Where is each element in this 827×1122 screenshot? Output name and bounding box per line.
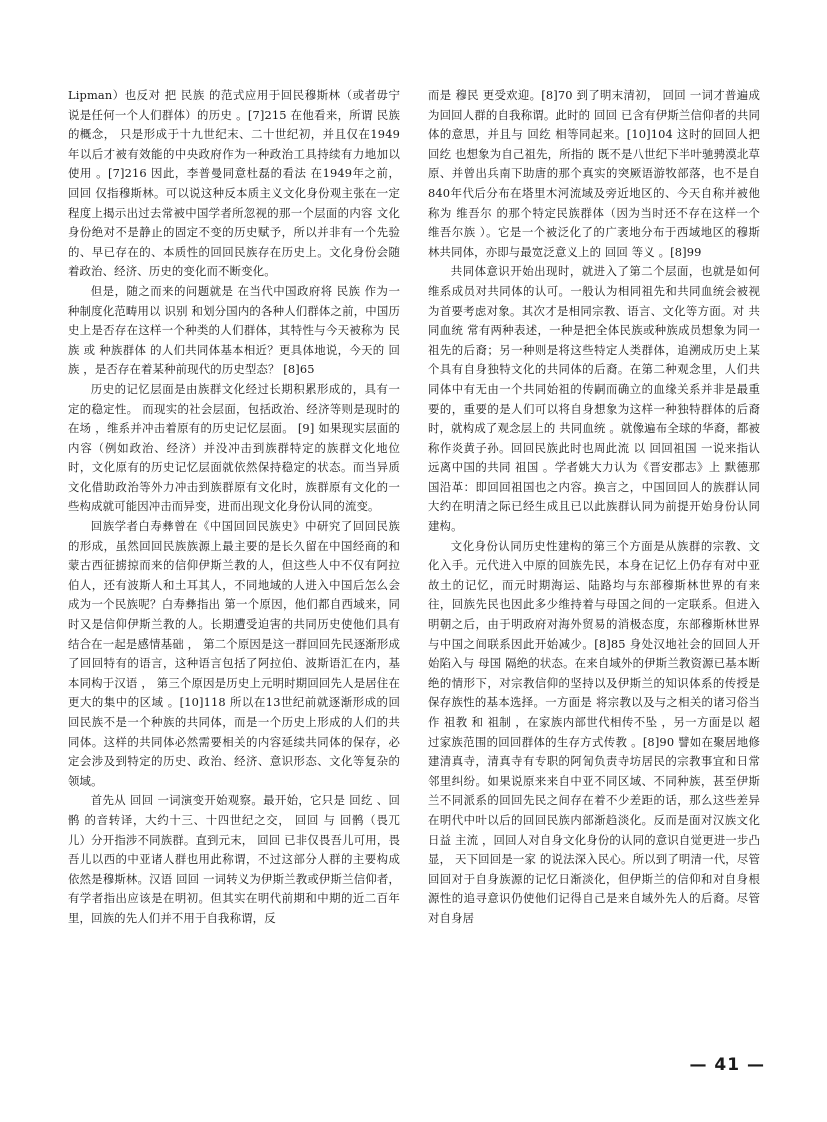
paragraph: 首先从 回回 一词演变开始观察。最开始，它只是 回纥 、回鹘 的音转译，大约十三、十四世纪之交， 回回 与 回鹘（畏兀儿）分开指涉不同族群。直到元末， 回回 已非仅畏吾儿可用，畏吾儿以西的中亚诸人群也用此称谓，不过这部分人群的主要构成依然是穆斯林。汉语 回回 一词转义为伊斯兰教或伊斯兰信仰者，有学者指出应该是在明初。但其实在明代前期和中期的近二百年里，回族的先人们并不用于自我称谓，反 xyxy=(68,793,400,925)
paragraph: Lipman）也反对 把 民族 的范式应用于回民穆斯林（或者毋宁说是任何一个人们群体）的历史 。[7]215 在他看来，所谓 民族 的概念， 只是形成于十九世纪末、二十世纪初，并且仅在1949年以后才被有效能的中央政府作为一种政治工具持续有力地加以使用 。[7]216 因此，李普曼同意杜磊的看法 在1949年之前，回回 仅指穆斯林。可以说这种反本质主义文化身份观主张在一定程度上揭示出过去常被中国学者所忽视的那一个层面的内容 文化身份绝对不是静止的固定不变的历史赋予，所以并非有一个先验的、早已存在的、本质性的回回民族存在历史上。文化身份会随着政治、经济、历史的变化而不断变化。 xyxy=(68,88,400,279)
paragraph: 而是 穆民 更受欢迎。[8]70 到了明末清初， 回回 一词才普遍成为回回人群的自我称谓。此时的 回回 已含有伊斯兰信仰者的共同体的意思，并且与 回纥 相等同起来。[10]104 这时的回回人把 回纥 也想象为自己祖先，所指的 既不是八世纪下半叶驰骋漠北草原、并曾出兵南下助唐的那个真实的突厥语游牧部落，也不是自840年代后分布在塔里木河流域及旁近地区的、今天自称并被他称为 维吾尔 的那个特定民族群体（因为当时还不存在这样一个 维吾尔族 ）。它是一个被泛化了的广袤地分布于西域地区的穆斯林共同体，亦即与最宽泛意义上的 回回 等义 。[8]99 xyxy=(428,88,760,259)
journal-page xyxy=(68,86,760,1076)
paragraph: 但是，随之而来的问题就是 在当代中国政府将 民族 作为一种制度化范畴用以 识别 和划分国内的各种人们群体之前，中国历史上是否存在这样一个种类的人们群体，其特性与今天被称为 民族 或 种族群体 的人们共同体基本相近？更具体地说，今天的 回族 ，是否存在着某种前现代的历史型态？ [8]65 xyxy=(68,283,400,377)
paragraph: 共同体意识开始出现时，就进入了第二个层面，也就是如何维系成员对共同体的认可。一般认为相同祖先和共同血统会被视为首要考虑对象。其次才是相同宗教、语言、文化等方面。对 共同血统 常有两种表述，一种是把全体民族或种族成员想象为同一祖先的后裔；另一种则是将这些特定人类群体，追溯成历史上某个具有自身独特文化的共同体的后裔。在第二种观念里，人们共同体中有无由一个共同始祖的传嗣而确立的血缘关系并非是最重要的，重要的是人们可以将自身想象为这样一种独特群体的后裔时，就构成了观念层上的 共同血统 。就像遍布全球的华裔，都被称作炎黄子孙。回回民族此时也周此流 以 回回祖国 一说来指认远离中国的共同 祖国 。学者姚大力认为《晋安郡志》上 默德那国沿革：即回回祖国也之内容。换言之，中国回回人的族群认同大约在明清之际已经生成且已以此族群认同为前提开始身份认同建构。 xyxy=(428,264,760,534)
paragraph: 回族学者白寿彝曾在《中国回回民族史》中研究了回回民族的形成，虽然回回民族族源上最主要的是长久留在中国经商的和蒙古西征掳掠而来的信仰伊斯兰教的人，但这些人中不仅有阿拉伯人，还有波斯人和土耳其人，不同地域的人进入中国后怎么会成为一个民族呢？白寿彝指出 第一个原因，他们都自西域来，同时又是信仰伊斯兰教的人。长期遭受迫害的共同历史使他们具有结合在一起是感情基础 ， 第二个原因是这一群回回先民逐渐形成了回回特有的语言，这种语言包括了阿拉伯、波斯语汇在内，基本同构于汉语 ， 第三个原因是历史上元明时期回回先人是居住在更大的集中的区域 。[10]118 所以在13世纪前就逐渐形成的回回民族不是一个种族的共同体，而是一个历史上形成的人们的共同体。这样的共同体必然需要相关的内容延续共同体的保存，必定会涉及到特定的历史、政治、经济、意识形态、文化等复杂的领域。 xyxy=(68,519,400,788)
paragraph: 历史的记忆层面是由族群文化经过长期积累形成的，具有一定的稳定性。 而现实的社会层面，包括政治、经济等则是现时的 在场 ，维系并冲击着原有的历史记忆层面。 [9] 如果现实层面的内容（例如政治、经济）并没冲击到族群特定的族群文化地位时，文化原有的历史记忆层面就依然保持稳定的状态。而当异质文化借助政治等外力冲击到族群原有文化时，族群原有文化的一些构成就可能因冲击而异变，进而出现文化身份认同的流变。 xyxy=(68,381,400,514)
right-column xyxy=(428,86,760,929)
left-column xyxy=(68,86,400,929)
paragraph: 文化身份认同历史性建构的第三个方面是从族群的宗教、文化入手。元代进入中原的回族先民，本身在记忆上仍存有对中亚故土的记忆，而元时期海运、陆路均与东部穆斯林世界的有来往，回族先民也因此多少维持着与母国之间的一定联系。但进入明朝之后，由于明政府对海外贸易的消极态度，东部穆斯林世界与中国之间联系因此开始减少。[8]85 身处汉地社会的回回人开始陷入与 母国 隔绝的状态。在来自域外的伊斯兰教资源已基本断绝的情形下，对宗教信仰的坚持以及伊斯兰的知识体系的传授是保存族性的基本选择。一方面是 将宗教以及与之相关的诸习俗当作 祖教 和 祖制 ，在家族内部世代相传不坠 ，另一方面是以 超过家族范围的回回群体的生存方式传教 。[8]90 譬如在聚居地修建清真寺，清真寺有专职的阿訇负责寺坊居民的宗教事宜和日常邻里纠纷。如果说原来来自中亚不同区域、不同种族，甚至伊斯兰不同派系的回回先民之间存在着不少差距的话，那么这些差异在明代中叶以后的回回民族内部渐趋淡化。反而是面对汉族文化日益 主流 ，回回人对自身文化身份的认同的意识自觉更进一步凸显， 天下回回是一家 的说法深入民心。所以到了明清一代，尽管回回对于自身族源的记忆日渐淡化，但伊斯兰的信仰和对自身根源性的追寻意识仍使他们记得自己是来自域外先人的后裔。尽管对自身居 xyxy=(428,538,760,925)
page-number: — 41 — xyxy=(689,1055,765,1075)
